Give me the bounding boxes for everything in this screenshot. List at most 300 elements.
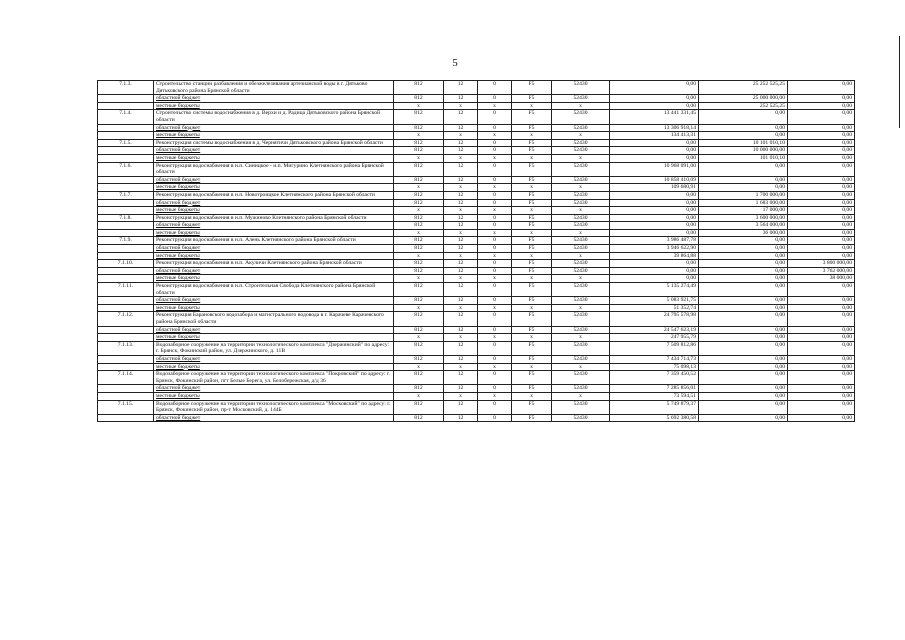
rz-cell: 12 — [444, 312, 478, 326]
grbs-cell: 812 — [394, 245, 444, 253]
sum-year3-cell: 38 000,00 — [788, 275, 855, 283]
sum-year3-cell: 0,00 — [788, 147, 855, 155]
row-name-cell: областной бюджет — [154, 199, 394, 207]
grbs-cell: 812 — [394, 176, 444, 184]
sum-year3-cell: 0,00 — [788, 199, 855, 207]
row-number-cell — [98, 326, 154, 334]
pr-cell: 0 — [478, 326, 512, 334]
rz-cell: 12 — [444, 139, 478, 147]
table-subrow — [98, 363, 855, 371]
sum-year3-cell: 0,00 — [788, 184, 855, 192]
row-name-cell: Строительство станции разбавления и обезжелезивания артезианской воды в г. Дятьково Дятьковского района Брянской области — [154, 81, 394, 95]
row-name-cell: Водозаборное сооружение на территории технологического комплекса "Московский" по адресу: г. Брянск, Фокинский район, пр-т Московский, д. 144Б — [154, 400, 394, 414]
sum-year2-cell: 0,00 — [699, 237, 788, 245]
sum-year1-cell: 134 413,31 — [610, 132, 699, 140]
table-subrow — [98, 304, 855, 312]
table-subrow — [98, 326, 855, 334]
pr-cell: x — [478, 363, 512, 371]
vr-cell: 52430 — [552, 95, 610, 103]
row-name-cell: областной бюджет — [154, 95, 394, 103]
row-number-cell: 7.1.15. — [98, 400, 154, 414]
pr-cell: 0 — [478, 176, 512, 184]
vr-cell: x — [552, 184, 610, 192]
row-name-cell: Реконструкция водоснабжения в н.п. Новотроицкое Клетнянского района Брянской области — [154, 191, 394, 199]
sum-year1-cell: 0,00 — [610, 191, 699, 199]
row-name-cell: Реконструкция водоснабжения в н.п. Мужиново Клетнянского района Брянской области — [154, 214, 394, 222]
table-row — [98, 260, 855, 268]
sum-year2-cell: 0,00 — [699, 326, 788, 334]
rz-cell: x — [444, 392, 478, 400]
grbs-cell: x — [394, 252, 444, 260]
csr-cell: x — [512, 132, 552, 140]
row-name-cell: Реконструкция водоснабжения в н.п. Акуличи Клетнянского района Брянской области — [154, 260, 394, 268]
row-name-cell: Реконструкция водоснабжения в н.п. Синицкое - н.п. Мигурино Клетнянского района Брянской области — [154, 162, 394, 176]
sum-year1-cell: 0,00 — [610, 222, 699, 230]
row-number-cell — [98, 184, 154, 192]
sum-year3-cell: 0,00 — [788, 385, 855, 393]
grbs-cell: x — [394, 304, 444, 312]
sum-year1-cell: 10 858 410,09 — [610, 176, 699, 184]
row-name-cell: Строительство системы водоснабжения в д. Верхи и д. Радица Дятьковского района Брянской области — [154, 110, 394, 124]
sum-year2-cell: 0,00 — [699, 184, 788, 192]
sum-year1-cell: 5 749 879,37 — [610, 400, 699, 414]
grbs-cell: x — [394, 154, 444, 162]
table-subrow — [98, 132, 855, 140]
sum-year2-cell: 0,00 — [699, 392, 788, 400]
rz-cell: x — [444, 132, 478, 140]
row-name-cell: областной бюджет — [154, 147, 394, 155]
sum-year2-cell: 1 700 000,00 — [699, 191, 788, 199]
csr-cell: F5 — [512, 414, 552, 422]
table-row — [98, 110, 855, 124]
vr-cell: 52430 — [552, 162, 610, 176]
csr-cell: F5 — [512, 267, 552, 275]
vr-cell: 52430 — [552, 400, 610, 414]
row-number-cell — [98, 147, 154, 155]
table-subrow — [98, 252, 855, 260]
pr-cell: 0 — [478, 214, 512, 222]
pr-cell: 0 — [478, 245, 512, 253]
vr-cell: 52430 — [552, 326, 610, 334]
sum-year3-cell: 3 762 000,00 — [788, 267, 855, 275]
table-subrow — [98, 392, 855, 400]
grbs-cell: 812 — [394, 124, 444, 132]
csr-cell: F5 — [512, 222, 552, 230]
vr-cell: 52430 — [552, 371, 610, 385]
rz-cell: 12 — [444, 147, 478, 155]
vr-cell: 52430 — [552, 222, 610, 230]
grbs-cell: 812 — [394, 326, 444, 334]
grbs-cell: 812 — [394, 371, 444, 385]
vr-cell: 52430 — [552, 139, 610, 147]
sum-year3-cell: 0,00 — [788, 392, 855, 400]
csr-cell: F5 — [512, 371, 552, 385]
sum-year3-cell: 0,00 — [788, 229, 855, 237]
csr-cell: F5 — [512, 191, 552, 199]
row-number-cell — [98, 199, 154, 207]
sum-year3-cell: 0,00 — [788, 95, 855, 103]
grbs-cell: 812 — [394, 400, 444, 414]
sum-year3-cell: 0,00 — [788, 110, 855, 124]
grbs-cell: 812 — [394, 95, 444, 103]
table-subrow — [98, 124, 855, 132]
row-number-cell: 7.1.14. — [98, 371, 154, 385]
table-row — [98, 191, 855, 199]
grbs-cell: x — [394, 363, 444, 371]
sum-year1-cell: 7 509 812,86 — [610, 341, 699, 355]
sum-year2-cell: 0,00 — [699, 260, 788, 268]
sum-year2-cell: 0,00 — [699, 275, 788, 283]
sum-year1-cell: 247 955,79 — [610, 334, 699, 342]
row-number-cell: 7.1.4. — [98, 110, 154, 124]
sum-year3-cell: 0,00 — [788, 214, 855, 222]
grbs-cell: 812 — [394, 414, 444, 422]
table-subrow — [98, 184, 855, 192]
pr-cell: 0 — [478, 139, 512, 147]
vr-cell: 52430 — [552, 260, 610, 268]
sum-year1-cell: 0,00 — [610, 81, 699, 95]
sum-year1-cell: 24 795 578,98 — [610, 312, 699, 326]
table-body — [98, 81, 855, 422]
row-number-cell: 7.1.9. — [98, 237, 154, 245]
sum-year1-cell: 0,00 — [610, 147, 699, 155]
rz-cell: 12 — [444, 283, 478, 297]
rz-cell: 12 — [444, 341, 478, 355]
csr-cell: x — [512, 275, 552, 283]
grbs-cell: x — [394, 184, 444, 192]
grbs-cell: 812 — [394, 385, 444, 393]
grbs-cell: 812 — [394, 199, 444, 207]
vr-cell: 52430 — [552, 385, 610, 393]
table-row — [98, 312, 855, 326]
row-name-cell: Реконструкция водоснабжения в н.п. Алень Клетнянского района Брянской области — [154, 237, 394, 245]
vr-cell: 52430 — [552, 214, 610, 222]
sum-year2-cell: 0,00 — [699, 414, 788, 422]
row-number-cell — [98, 252, 154, 260]
csr-cell: F5 — [512, 245, 552, 253]
sum-year1-cell: 0,00 — [610, 139, 699, 147]
row-number-cell — [98, 229, 154, 237]
grbs-cell: x — [394, 132, 444, 140]
table-row — [98, 162, 855, 176]
vr-cell: x — [552, 304, 610, 312]
rz-cell: 12 — [444, 199, 478, 207]
sum-year2-cell: 10 000 000,00 — [699, 147, 788, 155]
pr-cell: 0 — [478, 237, 512, 245]
table-row — [98, 283, 855, 297]
sum-year3-cell: 0,00 — [788, 326, 855, 334]
grbs-cell: 812 — [394, 312, 444, 326]
row-number-cell — [98, 334, 154, 342]
pr-cell: x — [478, 304, 512, 312]
vr-cell: 52430 — [552, 297, 610, 305]
row-name-cell: местные бюджеты — [154, 252, 394, 260]
row-number-cell — [98, 102, 154, 110]
row-number-cell — [98, 222, 154, 230]
vr-cell: x — [552, 229, 610, 237]
sum-year3-cell: 0,00 — [788, 297, 855, 305]
sum-year2-cell: 0,00 — [699, 124, 788, 132]
sum-year2-cell: 0,00 — [699, 400, 788, 414]
pr-cell: x — [478, 154, 512, 162]
sum-year1-cell: 0,00 — [610, 95, 699, 103]
row-number-cell — [98, 304, 154, 312]
table-subrow — [98, 95, 855, 103]
row-name-cell: Реконструкция водоснабжения в н.п. Строительная Свобода Клетнянского района Брянской области — [154, 283, 394, 297]
pr-cell: 0 — [478, 297, 512, 305]
row-number-cell — [98, 245, 154, 253]
csr-cell: x — [512, 184, 552, 192]
sum-year1-cell: 7 434 714,73 — [610, 355, 699, 363]
table-subrow — [98, 297, 855, 305]
table-row — [98, 214, 855, 222]
table-row — [98, 371, 855, 385]
csr-cell: F5 — [512, 297, 552, 305]
vr-cell: 52430 — [552, 355, 610, 363]
rz-cell: 12 — [444, 176, 478, 184]
rz-cell: 12 — [444, 297, 478, 305]
row-number-cell — [98, 154, 154, 162]
row-number-cell: 7.1.5. — [98, 139, 154, 147]
sum-year2-cell: 0,00 — [699, 245, 788, 253]
csr-cell: F5 — [512, 355, 552, 363]
sum-year1-cell: 10 968 091,00 — [610, 162, 699, 176]
vr-cell: x — [552, 132, 610, 140]
sum-year1-cell: 0,00 — [610, 154, 699, 162]
page-number: 5 — [452, 57, 458, 69]
pr-cell: 0 — [478, 199, 512, 207]
row-number-cell: 7.1.11. — [98, 283, 154, 297]
row-number-cell — [98, 124, 154, 132]
grbs-cell: 812 — [394, 139, 444, 147]
row-name-cell: областной бюджет — [154, 326, 394, 334]
pr-cell: 0 — [478, 267, 512, 275]
sum-year1-cell: 73 594,51 — [610, 392, 699, 400]
sum-year1-cell: 13 441 331,45 — [610, 110, 699, 124]
row-number-cell — [98, 355, 154, 363]
vr-cell: 52430 — [552, 414, 610, 422]
vr-cell: 52430 — [552, 245, 610, 253]
sum-year1-cell: 0,00 — [610, 260, 699, 268]
row-name-cell: областной бюджет — [154, 245, 394, 253]
rz-cell: x — [444, 154, 478, 162]
rz-cell: x — [444, 304, 478, 312]
table-subrow — [98, 275, 855, 283]
sum-year2-cell: 36 000,00 — [699, 229, 788, 237]
pr-cell: 0 — [478, 110, 512, 124]
csr-cell: x — [512, 154, 552, 162]
vr-cell: x — [552, 363, 610, 371]
row-number-cell — [98, 363, 154, 371]
sum-year1-cell: 0,00 — [610, 199, 699, 207]
sum-year2-cell: 101 010,10 — [699, 154, 788, 162]
table-subrow — [98, 222, 855, 230]
grbs-cell: 812 — [394, 222, 444, 230]
grbs-cell: 812 — [394, 260, 444, 268]
grbs-cell: 812 — [394, 267, 444, 275]
sum-year2-cell: 0,00 — [699, 304, 788, 312]
row-name-cell: местные бюджеты — [154, 304, 394, 312]
table-subrow — [98, 245, 855, 253]
rz-cell: 12 — [444, 326, 478, 334]
sum-year1-cell: 13 306 918,14 — [610, 124, 699, 132]
grbs-cell: 812 — [394, 297, 444, 305]
pr-cell: 0 — [478, 400, 512, 414]
csr-cell: F5 — [512, 162, 552, 176]
rz-cell: 12 — [444, 191, 478, 199]
sum-year2-cell: 0,00 — [699, 312, 788, 326]
rz-cell: 12 — [444, 245, 478, 253]
sum-year2-cell: 0,00 — [699, 176, 788, 184]
sum-year2-cell: 0,00 — [699, 267, 788, 275]
pr-cell: 0 — [478, 385, 512, 393]
sum-year3-cell: 0,00 — [788, 81, 855, 95]
pr-cell: 0 — [478, 414, 512, 422]
row-name-cell: областной бюджет — [154, 176, 394, 184]
sum-year2-cell: 0,00 — [699, 385, 788, 393]
sum-year3-cell: 0,00 — [788, 162, 855, 176]
csr-cell: x — [512, 392, 552, 400]
pr-cell: 0 — [478, 124, 512, 132]
grbs-cell: 812 — [394, 191, 444, 199]
row-name-cell: местные бюджеты — [154, 229, 394, 237]
grbs-cell: 812 — [394, 341, 444, 355]
row-name-cell: областной бюджет — [154, 297, 394, 305]
sum-year3-cell: 0,00 — [788, 363, 855, 371]
pr-cell: x — [478, 184, 512, 192]
row-number-cell — [98, 176, 154, 184]
pr-cell: 0 — [478, 355, 512, 363]
sum-year3-cell: 0,00 — [788, 237, 855, 245]
rz-cell: x — [444, 252, 478, 260]
table-subrow — [98, 102, 855, 110]
vr-cell: x — [552, 334, 610, 342]
pr-cell: 0 — [478, 162, 512, 176]
row-number-cell: 7.1.12. — [98, 312, 154, 326]
sum-year1-cell: 0,00 — [610, 275, 699, 283]
sum-year2-cell: 10 101 010,10 — [699, 139, 788, 147]
pr-cell: 0 — [478, 260, 512, 268]
sum-year2-cell: 0,00 — [699, 334, 788, 342]
sum-year2-cell: 0,00 — [699, 371, 788, 385]
row-number-cell: 7.1.6. — [98, 162, 154, 176]
table-row — [98, 237, 855, 245]
sum-year3-cell: 0,00 — [788, 102, 855, 110]
csr-cell: F5 — [512, 312, 552, 326]
row-name-cell: областной бюджет — [154, 355, 394, 363]
rz-cell: 12 — [444, 385, 478, 393]
grbs-cell: 812 — [394, 162, 444, 176]
sum-year2-cell: 25 000 000,00 — [699, 95, 788, 103]
pr-cell: 0 — [478, 81, 512, 95]
table-subrow — [98, 355, 855, 363]
row-name-cell: местные бюджеты — [154, 132, 394, 140]
sum-year3-cell: 0,00 — [788, 139, 855, 147]
row-name-cell: областной бюджет — [154, 414, 394, 422]
sum-year2-cell: 0,00 — [699, 363, 788, 371]
sum-year1-cell: 5 083 921,75 — [610, 297, 699, 305]
row-name-cell: областной бюджет — [154, 267, 394, 275]
sum-year3-cell: 0,00 — [788, 341, 855, 355]
rz-cell: 12 — [444, 110, 478, 124]
pr-cell: x — [478, 229, 512, 237]
csr-cell: F5 — [512, 385, 552, 393]
csr-cell: F5 — [512, 95, 552, 103]
csr-cell: F5 — [512, 139, 552, 147]
sum-year1-cell: 3 946 622,90 — [610, 245, 699, 253]
rz-cell: 12 — [444, 162, 478, 176]
sum-year1-cell: 51 352,74 — [610, 304, 699, 312]
sum-year1-cell: 7 359 450,52 — [610, 371, 699, 385]
sum-year1-cell: 3 986 487,78 — [610, 237, 699, 245]
sum-year2-cell: 0,00 — [699, 162, 788, 176]
rz-cell: 12 — [444, 355, 478, 363]
sum-year2-cell: 0,00 — [699, 110, 788, 124]
pr-cell: x — [478, 275, 512, 283]
vr-cell: x — [552, 252, 610, 260]
csr-cell: F5 — [512, 176, 552, 184]
row-name-cell: местные бюджеты — [154, 334, 394, 342]
csr-cell: F5 — [512, 81, 552, 95]
pr-cell: 0 — [478, 341, 512, 355]
rz-cell: 12 — [444, 237, 478, 245]
table-subrow — [98, 199, 855, 207]
budget-table — [97, 80, 855, 422]
table-subrow — [98, 414, 855, 422]
row-name-cell: Водозаборное сооружение на территории технологического комплекса "Покровский" по адресу: г. Брянск, Фокинский район, пгт Белые Берега, ул. Белобережская, д/д 36 — [154, 371, 394, 385]
vr-cell: x — [552, 392, 610, 400]
row-name-cell: областной бюджет — [154, 385, 394, 393]
rz-cell: 12 — [444, 267, 478, 275]
sum-year3-cell: 0,00 — [788, 124, 855, 132]
pr-cell: x — [478, 102, 512, 110]
sum-year1-cell: 0,00 — [610, 207, 699, 215]
csr-cell: x — [512, 229, 552, 237]
rz-cell: 12 — [444, 214, 478, 222]
sum-year2-cell: 0,00 — [699, 341, 788, 355]
rz-cell: 12 — [444, 124, 478, 132]
table-row — [98, 81, 855, 95]
csr-cell: F5 — [512, 199, 552, 207]
row-name-cell: Водозаборное сооружение на территории технологического комплекса "Дзержинский" по адресу: г. Брянск, Фокинский район, ул. Дзержинского, д. 11В — [154, 341, 394, 355]
row-number-cell — [98, 414, 154, 422]
sum-year3-cell: 0,00 — [788, 222, 855, 230]
row-number-cell — [98, 297, 154, 305]
sum-year1-cell: 109 680,91 — [610, 184, 699, 192]
csr-cell: F5 — [512, 147, 552, 155]
sum-year1-cell: 5 692 380,58 — [610, 414, 699, 422]
csr-cell: F5 — [512, 260, 552, 268]
grbs-cell: 812 — [394, 283, 444, 297]
sum-year2-cell: 17 000,00 — [699, 207, 788, 215]
sum-year2-cell: 3 564 000,00 — [699, 222, 788, 230]
row-name-cell: местные бюджеты — [154, 275, 394, 283]
pr-cell: 0 — [478, 222, 512, 230]
row-number-cell — [98, 267, 154, 275]
csr-cell: x — [512, 363, 552, 371]
csr-cell: F5 — [512, 110, 552, 124]
row-number-cell — [98, 207, 154, 215]
sum-year2-cell: 3 600 000,00 — [699, 214, 788, 222]
csr-cell: F5 — [512, 283, 552, 297]
row-name-cell: областной бюджет — [154, 222, 394, 230]
row-number-cell — [98, 95, 154, 103]
row-number-cell: 7.1.7. — [98, 191, 154, 199]
pr-cell: 0 — [478, 371, 512, 385]
pr-cell: x — [478, 334, 512, 342]
csr-cell: x — [512, 102, 552, 110]
csr-cell: F5 — [512, 124, 552, 132]
